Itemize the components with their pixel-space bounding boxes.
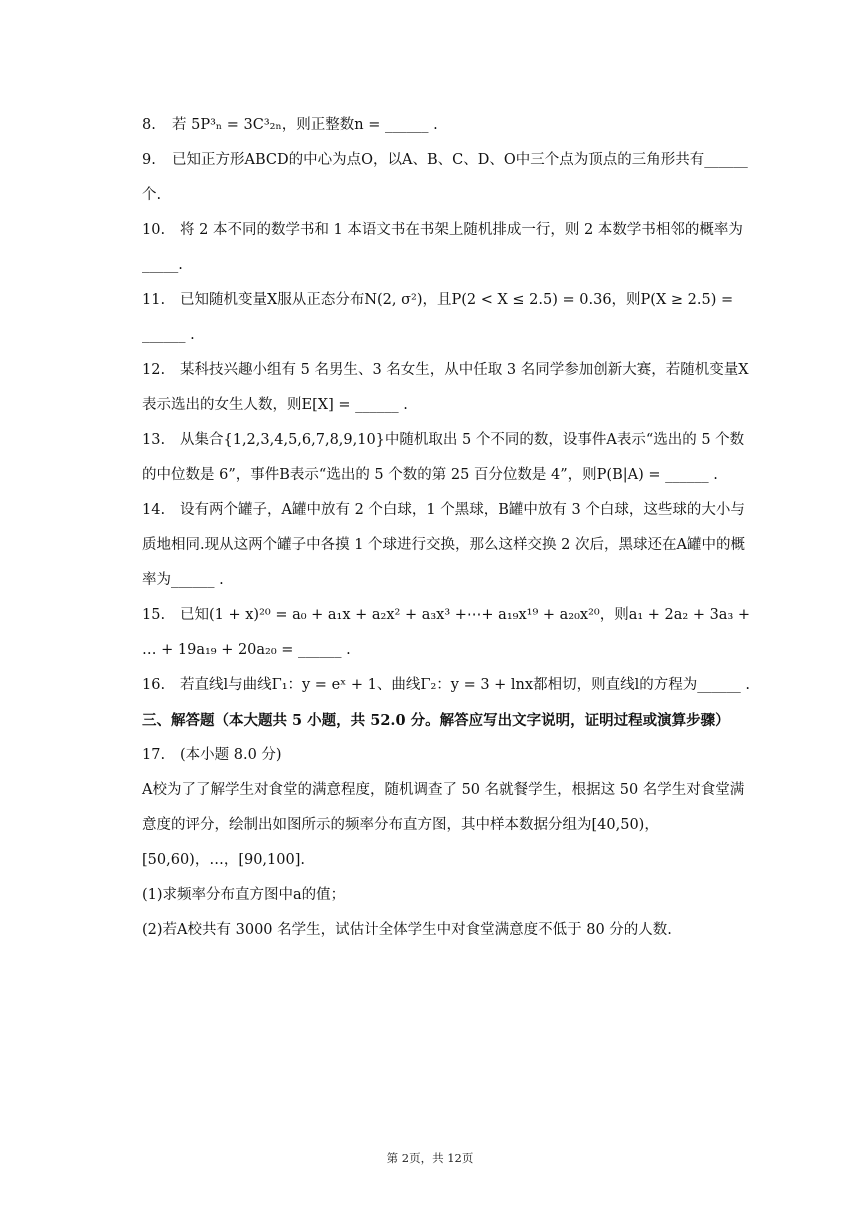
- question-10: [142, 213, 752, 283]
- question-11: [142, 283, 752, 353]
- problem-17-part-2: (2)若A校共有 3000 名学生，试估计全体学生中对食堂满意度不低于 80 分的人数.: [142, 922, 672, 938]
- question-text: 设有两个罐子，A罐中放有 2 个白球，1 个黑球，B罐中放有 3 个白球，这些球的大小与质地相同.现从这两个罐子中各摸 1 个球进行交换，那么这样交换 2 次后，黑球还在A罐中的概率为______ .: [142, 502, 745, 588]
- question-15: [142, 598, 752, 668]
- question-number: 17.: [142, 747, 166, 763]
- question-text: 已知随机变量X服从正态分布N(2, σ²)，且P(2 < X ≤ 2.5) = 0.36，则P(X ≥ 2.5) = ______ .: [142, 292, 734, 343]
- question-8: [142, 108, 752, 143]
- question-text: 将 2 本不同的数学书和 1 本语文书在书架上随机排成一行，则 2 本数学书相邻的概率为_____.: [142, 222, 743, 273]
- question-number: 14.: [142, 502, 166, 518]
- question-text: 若 5P³ₙ = 3C³₂ₙ，则正整数n = ______ .: [172, 117, 438, 133]
- question-number: 8.: [142, 117, 156, 133]
- problem-score: (本小题 8.0 分): [180, 747, 282, 763]
- question-number: 16.: [142, 677, 166, 693]
- question-number: 9.: [142, 152, 156, 168]
- question-number: 13.: [142, 432, 166, 448]
- question-text: 已知正方形ABCD的中心为点O，以A、B、C、D、O中三个点为顶点的三角形共有______个.: [142, 152, 748, 203]
- question-16: [142, 668, 752, 703]
- question-number: 12.: [142, 362, 166, 378]
- problem-17-header: [142, 738, 752, 773]
- question-text: 从集合{1,2,3,4,5,6,7,8,9,10}中随机取出 5 个不同的数，设事件A表示“选出的 5 个数的中位数是 6”，事件B表示“选出的 5 个数的第 25 百分位数是 4”，则P(B|A) = ______ .: [142, 432, 745, 483]
- question-number: 15.: [142, 607, 166, 623]
- question-text: 已知(1 + x)²⁰ = a₀ + a₁x + a₂x² + a₃x³ +⋯+ a₁₉x¹⁹ + a₂₀x²⁰，则a₁ + 2a₂ + 3a₃ + … + 19a₁₉ + 20a₂₀ = ______ .: [142, 607, 751, 658]
- question-13: [142, 423, 752, 493]
- problem-17-part-1: (1)求频率分布直方图中a的值；: [142, 887, 346, 903]
- page-footer: 第 2页，共 12页: [386, 1151, 474, 1165]
- problem-17-stem: A校为了了解学生对食堂的满意程度，随机调查了 50 名就餐学生，根据这 50 名学生对食堂满意度的评分，绘制出如图所示的频率分布直方图，其中样本数据分组为[40,50)，: [142, 782, 745, 833]
- page-content: [142, 108, 752, 948]
- question-number: 11.: [142, 292, 166, 308]
- question-14: [142, 493, 752, 598]
- question-9: [142, 143, 752, 213]
- question-number: 10.: [142, 222, 166, 238]
- section-heading: 三、解答题（本大题共 5 小题，共 52.0 分。解答应写出文字说明，证明过程或演算步骤）: [142, 712, 730, 729]
- question-12: [142, 353, 752, 423]
- question-text: 某科技兴趣小组有 5 名男生、3 名女生，从中任取 3 名同学参加创新大赛，若随机变量X表示选出的女生人数，则E[X] = ______ .: [142, 362, 749, 413]
- question-text: 若直线l与曲线Γ₁：y = eˣ + 1、曲线Γ₂：y = 3 + lnx都相切，则直线l的方程为______ .: [180, 677, 750, 693]
- problem-17-stem-continued: [50,60)，…，[90,100].: [142, 852, 305, 868]
